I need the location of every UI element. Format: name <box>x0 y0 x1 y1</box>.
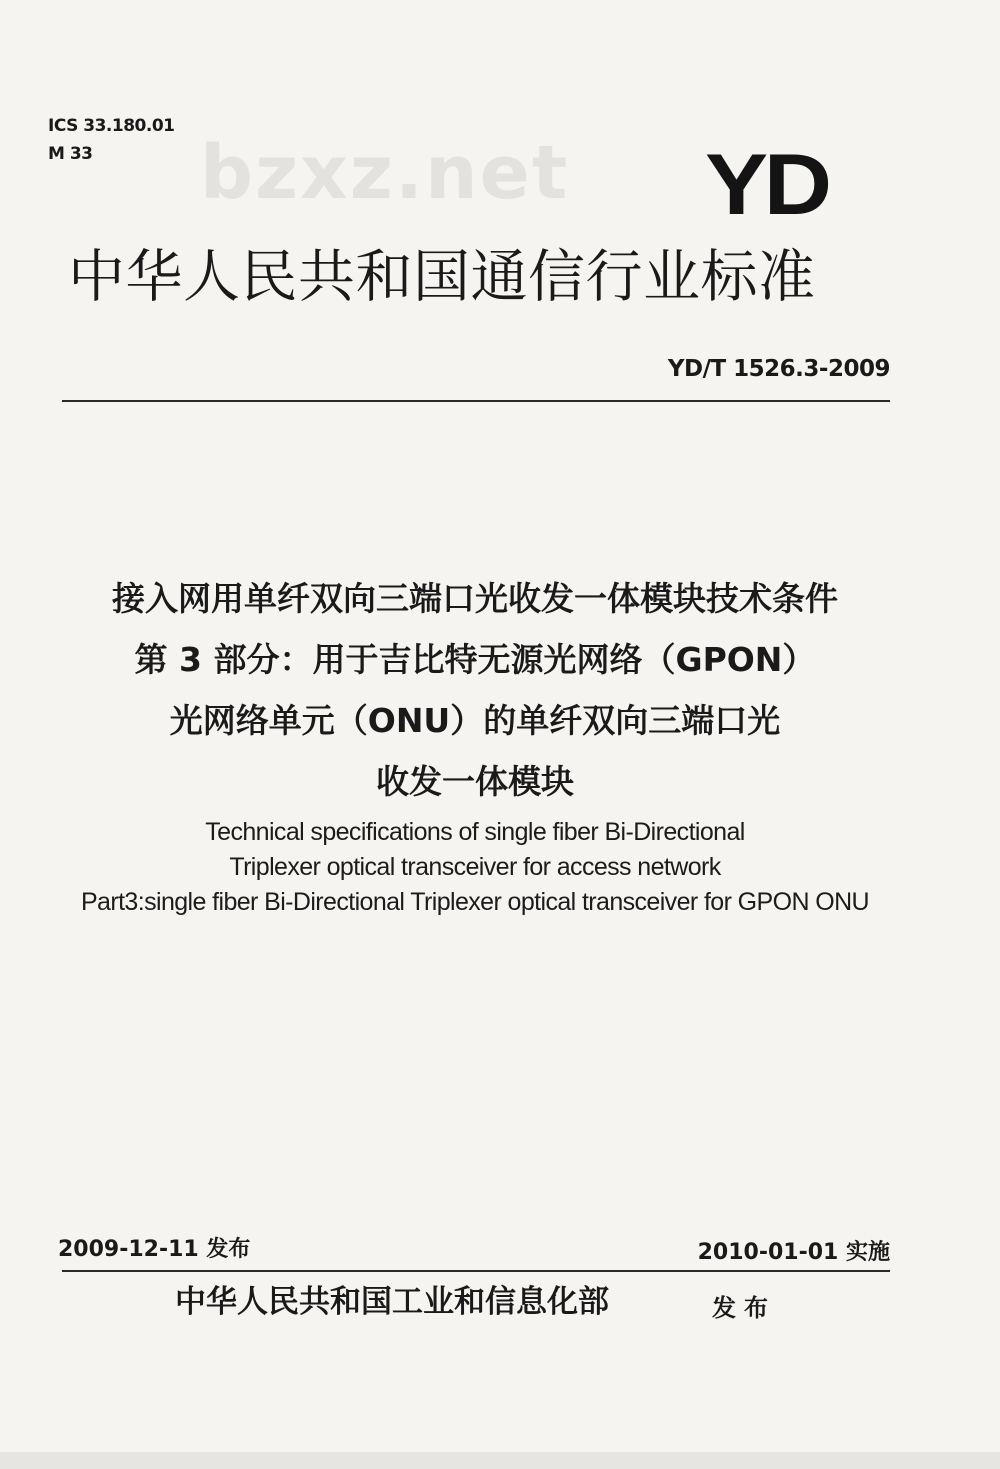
english-title <box>0 815 950 920</box>
scan-bottom-edge <box>0 1452 1000 1469</box>
publish-date: 2009-12-11 发布 <box>58 1237 251 1262</box>
chinese-title-line: 接入网用单纤双向三端口光收发一体模块技术条件 <box>112 579 838 618</box>
implementation-date: 2010-01-01 实施 <box>697 1240 890 1265</box>
chinese-title-line: 收发一体模块 <box>376 762 574 801</box>
standard-number: YD/T 1526.3-2009 <box>667 356 890 382</box>
bottom-divider <box>62 1270 890 1272</box>
yd-logo: YD <box>705 137 828 233</box>
chinese-title <box>0 568 950 812</box>
chinese-title-line: 光网络单元（ONU）的单纤双向三端口光 <box>169 701 781 740</box>
chinese-title-line: 第 3 部分：用于吉比特无源光网络（GPON） <box>134 640 816 679</box>
english-title-line: Technical specifications of single fiber Bi-Directional <box>205 818 745 846</box>
issuer-title: 中华人民共和国通信行业标准 <box>68 244 816 310</box>
top-divider <box>62 400 890 402</box>
english-title-line: Part3:single fiber Bi-Directional Triplexer optical transceiver for GPON ONU <box>80 888 870 916</box>
issuing-organization: 中华人民共和国工业和信息化部 <box>175 1284 609 1320</box>
ics-code: ICS 33.180.01 <box>48 116 175 136</box>
issue-label: 发布 <box>712 1293 776 1322</box>
english-title-line: Triplexer optical transceiver for access network <box>229 853 721 881</box>
watermark: bzxz.net <box>200 130 570 216</box>
ccs-code: M 33 <box>48 144 93 164</box>
classification-codes <box>48 112 175 168</box>
